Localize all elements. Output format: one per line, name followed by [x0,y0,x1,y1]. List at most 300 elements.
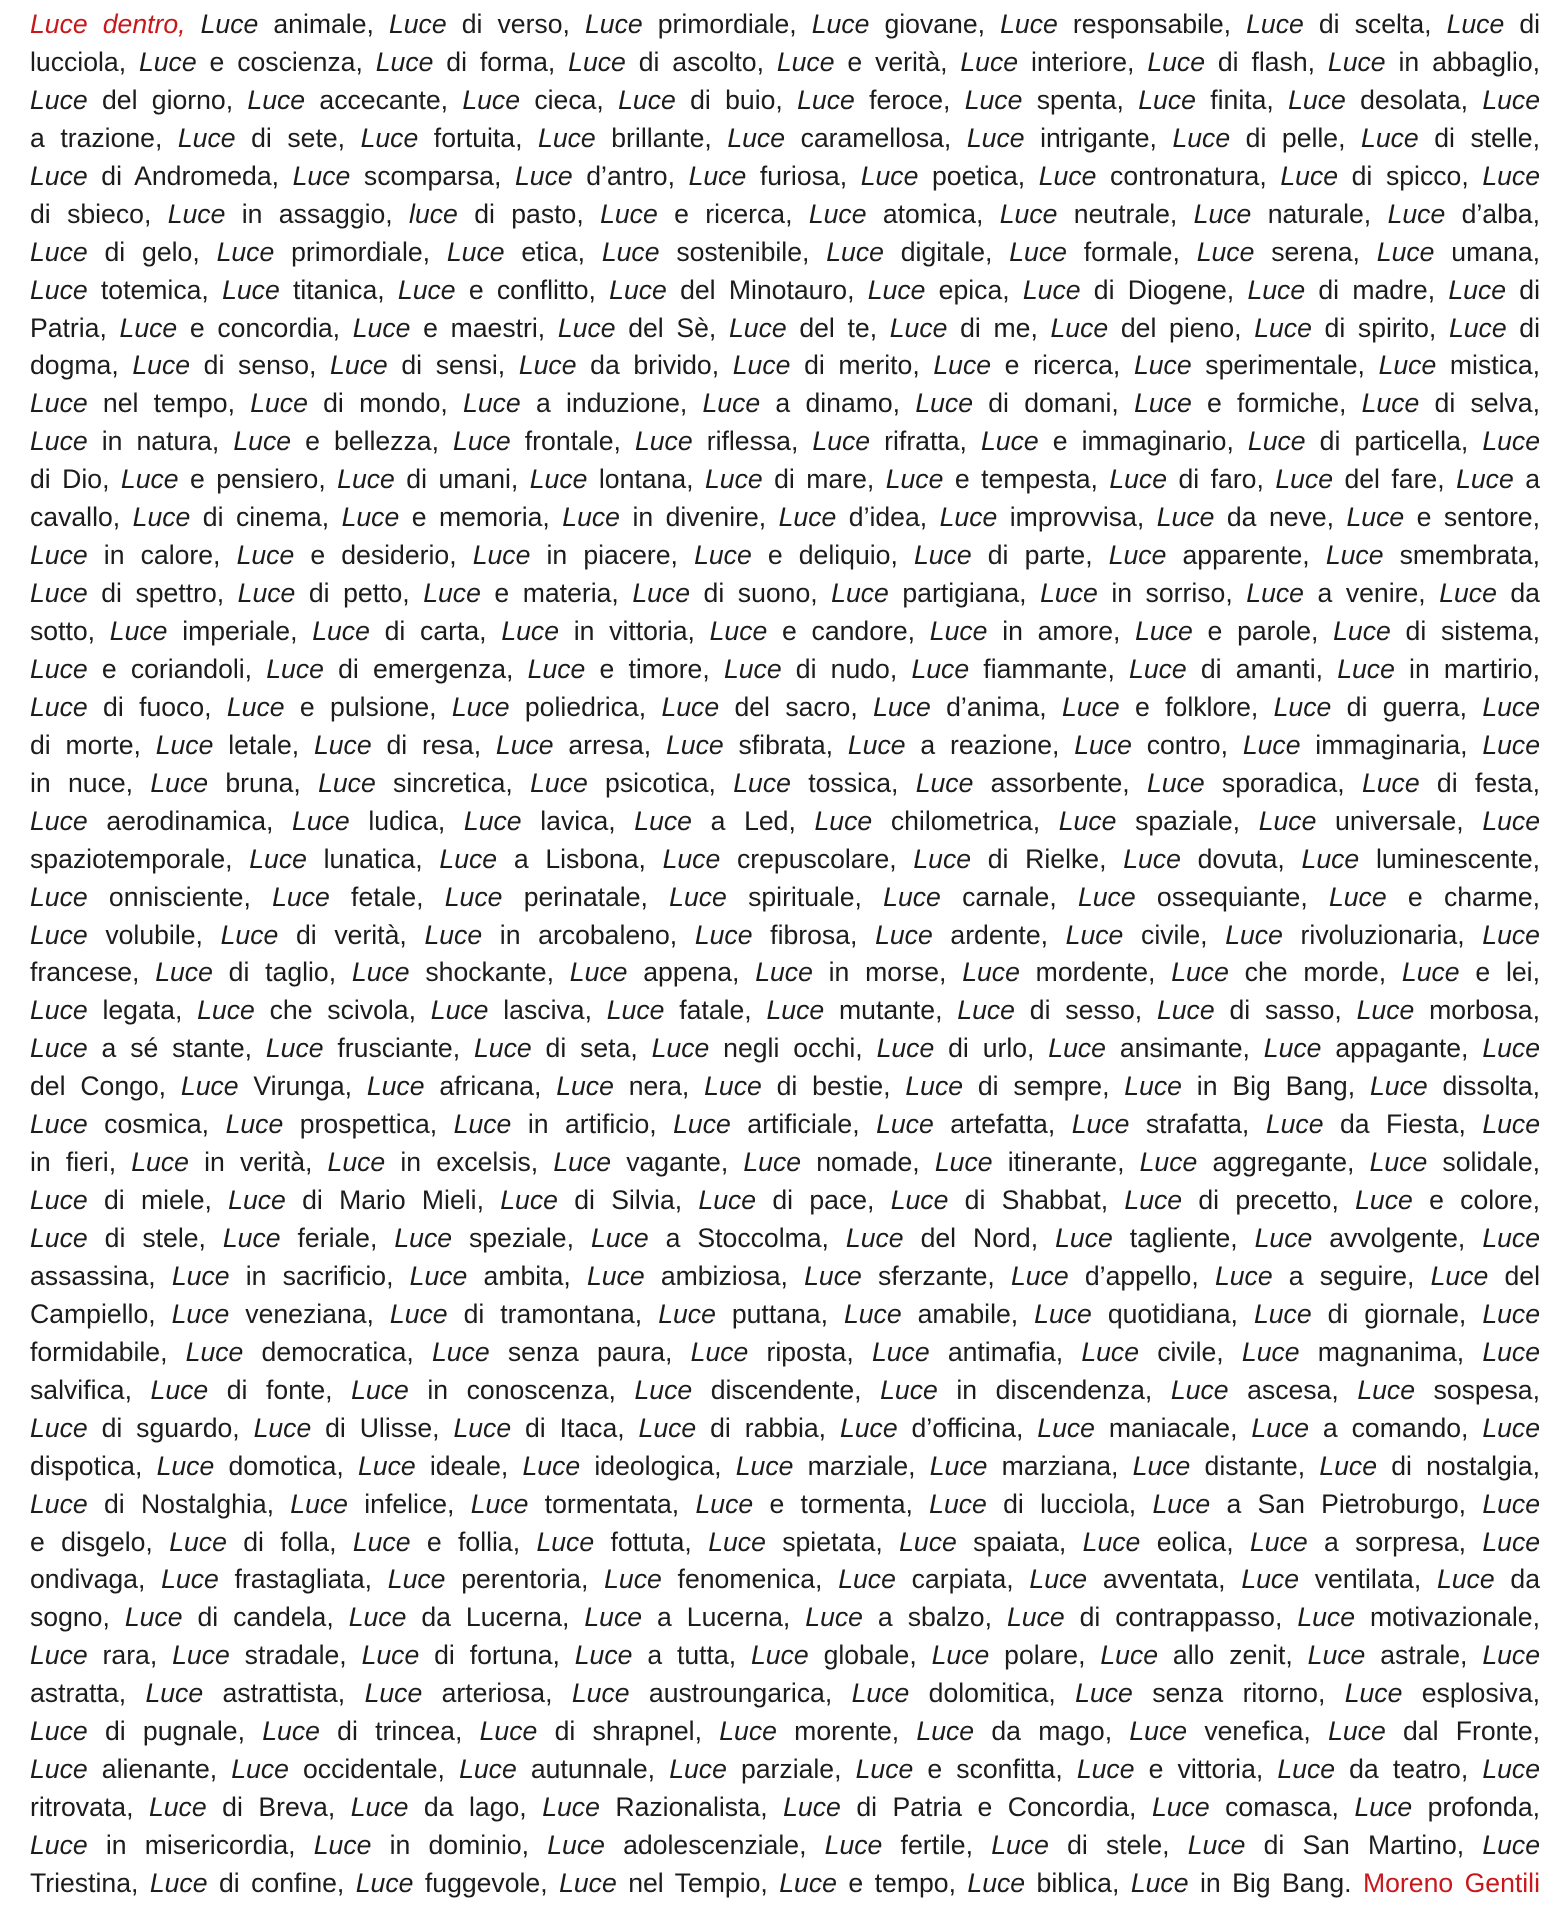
luce-word: Luce [30,1640,88,1671]
luce-word: Luce [185,1336,244,1367]
luce-word: Luce [30,578,88,609]
poem-line: Luce aerodinamica, Luce ludica, Luce lavica, Luce a Led, Luce chilometrica, Luce spaziale, Luce universale, Luce [30,805,1540,836]
luce-word: Luce [1249,1526,1308,1557]
luce-word: Luce [934,1147,993,1178]
luce-word: Luce [1247,426,1306,457]
luce-word: Luce [1378,350,1437,381]
luce-word: Luce [776,46,835,77]
luce-word: Luce [1076,1754,1135,1785]
luce-word: Luce [1132,1450,1191,1481]
luce-word: Luce [704,1071,762,1102]
luce-word: Luce [1254,1223,1313,1253]
luce-word: Luce [673,1109,731,1140]
luce-word: Luce [236,540,295,571]
poem-line: Luce cosmica, Luce prospettica, Luce in artificio, Luce artificiale, Luce artefatta, Luce strafatta, Luce da Fiesta, Luce [30,1109,1540,1140]
luce-word: Luce [327,1147,386,1178]
luce-word: Luce [1146,767,1205,798]
luce-word: Luce [1130,1867,1189,1898]
luce-word: Luce [708,1526,766,1557]
luce-word: Luce [962,957,1020,988]
luce-word: Luce [855,1754,914,1785]
poem-line: lucciola, Luce e coscienza, Luce di forma, Luce di ascolto, Luce e verità, Luce interiore, Luce di flash, Luce in abbaglio, [30,46,1541,77]
luce-word: Luce [766,995,825,1026]
luce-word: Luce [1034,1298,1092,1329]
luce-word: Luce [1009,236,1067,267]
poem-line: assassina, Luce in sacrificio, Luce ambita, Luce ambiziosa, Luce sferzante, Luce d’appello, Luce a seguire, Luce del [30,1260,1540,1291]
luce-word: Luce [719,1716,777,1747]
poem-line: Patria, Luce e concordia, Luce e maestri, Luce del Sè, Luce del te, Luce di me, Luce del pieno, Luce di spirito, Luce di [30,312,1540,343]
luce-word: Luce [871,1336,930,1367]
luce-word: Luce [522,1450,581,1481]
luce-word: Luce [905,1071,964,1102]
luce-word: Luce [222,274,280,305]
luce-word: Luce [1482,160,1541,191]
luce-word: Luce [30,236,88,267]
luce-word: Luce [966,122,1025,153]
luce-word: Luce [915,767,974,798]
luce-word: Luce [929,1450,988,1481]
luce-word: Luce [999,198,1058,229]
luce-word: Luce [732,350,791,381]
luce-word: Luce [556,1071,614,1102]
luce-word: Luce [1333,616,1391,646]
luce-word: Luce [1152,1488,1211,1519]
luce-word: Luce [355,1867,414,1898]
poem-line: Luce alienante, Luce occidentale, Luce autunnale, Luce parziale, Luce e sconfitta, Luce e vittoria, Luce da teatro, Luce [30,1754,1541,1785]
luce-word: Luce [1022,274,1081,305]
luce-word: Luce [30,881,88,912]
luce-word: Luce [514,160,573,191]
luce-word: Luce [180,1071,239,1102]
luce-word: Luce [1482,1640,1540,1671]
luce-word: Luce [600,198,658,229]
luce-word: Luce [1325,540,1384,571]
luce-word: Luce [929,1488,987,1519]
luce-word: Luce [1151,1792,1210,1823]
luce-word: Luce [1242,729,1301,760]
poem-line: Luce di Andromeda, Luce scomparsa, Luce d’antro, Luce furiosa, Luce poetica, Luce contronatura, Luce di spicco, Luce [30,160,1541,191]
poem-line: in fieri, Luce in verità, Luce in excelsis, Luce vagante, Luce nomade, Luce itinerante, Luce aggregante, Luce solidale, [30,1147,1540,1178]
poem-line: Luce onnisciente, Luce fetale, Luce perinatale, Luce spirituale, Luce carnale, Luce ossequiante, Luce e charme, [30,881,1541,912]
luce-word: Luce [873,691,931,722]
luce-word: Luce [1482,805,1540,836]
luce-word: Luce [472,540,531,571]
luce-word: Luce [1246,578,1304,609]
luce-word: Luce [1133,350,1192,381]
luce-word: Luce [1071,1109,1130,1140]
luce-word: Luce [669,1754,727,1785]
luce-word: Luce [860,160,919,191]
luce-word: Luce [960,46,1019,77]
luce-word: Luce [220,919,279,950]
luce-word: Luce [1482,1033,1540,1064]
author-signature: Moreno Gentili [1362,1867,1540,1898]
luce-word: Luce [702,388,761,419]
luce-word: Luce [155,957,213,988]
luce-word: Luce [1482,1830,1541,1860]
luce-word: Luce [313,729,372,760]
luce-word: Luce [225,1109,284,1140]
luce-word: Luce [430,995,489,1026]
luce-word: Luce [1147,46,1205,77]
luce-word: Luce [1124,1071,1182,1102]
poem-line: salvifica, Luce di fonte, Luce in conoscenza, Luce discendente, Luce in discendenza, Luce ascesa, Luce sospesa, [30,1374,1540,1405]
luce-word: Luce [755,957,813,988]
poem-line: Luce di Nostalghia, Luce infelice, Luce tormentata, Luce e tormenta, Luce di lucciola, Luce a San Pietroburgo, Luce [30,1488,1540,1519]
luce-word: Luce [1356,995,1415,1026]
luce-word: Luce [30,274,88,305]
luce-word: Luce [1482,729,1541,760]
poem-line: Luce di gelo, Luce primordiale, Luce etica, Luce sostenibile, Luce digitale, Luce formale, Luce serena, Luce umana, [30,236,1541,267]
luce-word: Luce [547,1830,605,1860]
luce-word: Luce [30,388,88,419]
luce-word: Luce [1355,1185,1413,1216]
poem-line: Luce del giorno, Luce accecante, Luce cieca, Luce di buio, Luce feroce, Luce spenta, Luce finita, Luce desolata, Luce [30,84,1541,115]
poem-line: Campiello, Luce veneziana, Luce di tramontana, Luce puttana, Luce amabile, Luce quotidiana, Luce di giornale, Luce [30,1298,1540,1329]
luce-word: Luce [1263,1033,1322,1064]
luce-word: Luce [698,1185,757,1216]
luce-word: Luce [1156,995,1215,1026]
luce-word: Luce [1273,691,1332,722]
luce-word: Luce [634,426,693,457]
luce-word: Luce [138,46,197,77]
luce-word: Luce [463,805,522,836]
luce-word: Luce [728,312,787,343]
luce-word: Luce [124,1602,183,1633]
luce-word: Luce [290,1488,348,1519]
poem-line: Luce di stele, Luce feriale, Luce speziale, Luce a Stoccolma, Luce del Nord, Luce tagliente, Luce avvolgente, Luce [30,1223,1540,1253]
luce-word: Luce [361,1640,420,1671]
luce-word: Luce [1129,653,1187,684]
luce-word: Luce [453,1109,512,1140]
poem-line: Luce in calore, Luce e desiderio, Luce in piacere, Luce e deliquio, Luce di parte, Luce apparente, Luce smembrata, [30,540,1541,571]
luce-word: Luce [568,46,626,77]
luce-word: Luce [1482,691,1540,722]
luce-word: Luce [634,805,692,836]
luce-word: Luce [30,691,88,722]
luce-word: Luce [161,1564,219,1595]
luce-word: Luce [1000,9,1058,39]
luce-word: Luce [1075,1678,1133,1709]
luce-word: Luce [638,1412,697,1443]
poem-opening: Luce dentro, [30,9,186,39]
luce-word: Luce [851,1678,910,1709]
luce-word: luce [409,198,458,229]
poem-line: astratta, Luce astrattista, Luce arteriosa, Luce austroungarica, Luce dolomitica, Luce senza ritorno, Luce esplosiva, [30,1678,1541,1709]
luce-word: Luce [262,1716,320,1747]
luce-word: Luce [131,1147,189,1178]
luce-word: Luce [272,881,330,912]
luce-word: Luce [351,957,410,988]
luce-word: Luce [30,160,88,191]
luce-word: Luce [1254,312,1312,343]
luce-word: Luce [1482,1109,1540,1140]
poem-line: Luce dentro, Luce animale, Luce di verso, Luce primordiale, Luce giovane, Luce responsabile, Luce di scelta, Luce di [30,9,1541,39]
luce-word: Luce [226,691,285,722]
luce-word: Luce [1361,122,1419,153]
luce-word: Luce [358,1450,416,1481]
luce-word: Luce [845,1223,904,1253]
luce-word: Luce [388,9,447,39]
luce-word: Luce [30,1223,88,1253]
luce-word: Luce [890,1185,949,1216]
luce-word: Luce [156,1450,215,1481]
luce-word: Luce [634,1374,693,1405]
luce-word: Luce [1246,9,1304,39]
luce-word: Luce [1456,464,1514,495]
luce-word: Luce [751,1640,809,1671]
luce-word: Luce [30,805,88,836]
poem-line: Luce di spettro, Luce di petto, Luce e materia, Luce di suono, Luce partigiana, Luce in sorriso, Luce a venire, Luce da [30,578,1540,609]
luce-word: Luce [1482,1223,1540,1253]
luce-word: Luce [1037,1412,1095,1443]
luce-word: Luce [424,919,483,950]
luce-word: Luce [1369,1147,1428,1178]
luce-word: Luce [30,1830,88,1860]
luce-word: Luce [1301,843,1360,874]
luce-word: Luce [312,616,370,646]
luce-word: Luce [30,995,88,1026]
luce-word: Luce [30,426,88,457]
luce-word: Luce [1482,1754,1541,1785]
luce-word: Luce [1344,1678,1403,1709]
luce-word: Luce [375,46,434,77]
luce-word: Luce [1448,312,1507,343]
poem-line: Luce di pugnale, Luce di trincea, Luce di shrapnel, Luce morente, Luce da mago, Luce venefica, Luce dal Fronte, [30,1716,1541,1747]
luce-word: Luce [172,1640,230,1671]
luce-word: Luce [500,1185,558,1216]
luce-word: Luce [444,881,503,912]
luce-word: Luce [1265,1109,1324,1140]
luce-word: Luce [1354,1792,1413,1823]
luce-word: Luce [171,1260,230,1291]
poem-line: Luce in misericordia, Luce in dominio, Luce adolescenziale, Luce fertile, Luce di stele, Luce di San Martino, Luce [30,1830,1541,1860]
luce-word: Luce [337,464,395,495]
luce-word: Luce [120,464,179,495]
luce-word: Luce [30,1185,88,1216]
luce-word: Luce [237,578,296,609]
luce-word: Luce [939,502,998,533]
poem-line: Luce in natura, Luce e bellezza, Luce frontale, Luce riflessa, Luce rifratta, Luce e immaginario, Luce di particella, Luce [30,426,1541,457]
luce-word: Luce [889,312,948,343]
luce-word: Luce [351,1374,409,1405]
luce-word: Luce [665,729,724,760]
luce-word: Luce [216,236,275,267]
luce-word: Luce [1081,1336,1139,1367]
poem-line: Luce e coriandoli, Luce di emergenza, Luce e timore, Luce di nudo, Luce fiammante, Luce di amanti, Luce in martirio, [30,653,1540,684]
poem-line: Luce di fuoco, Luce e pulsione, Luce poliedrica, Luce del sacro, Luce d’anima, Luce e folklore, Luce di guerra, Luce [30,691,1540,722]
luce-word: Luce [473,1033,532,1064]
poem-line: formidabile, Luce democratica, Luce senza paura, Luce riposta, Luce antimafia, Luce civile, Luce magnanima, Luce [30,1336,1540,1367]
poem-line: Triestina, Luce di confine, Luce fuggevole, Luce nel Tempio, Luce e tempo, Luce biblica, Luce in Big Bang. Moreno Gentili [30,1867,1540,1898]
luce-word: Luce [409,1260,468,1291]
luce-word: Luce [1369,1071,1428,1102]
poem-line: e disgelo, Luce di folla, Luce e follia, Luce fottuta, Luce spietata, Luce spaiata, Luce eolica, Luce a sorpresa, Luce [30,1526,1541,1557]
luce-word: Luce [991,1830,1049,1860]
poem-line: Luce legata, Luce che scivola, Luce lasciva, Luce fatale, Luce mutante, Luce di sesso, Luce di sasso, Luce morbosa, [30,995,1540,1026]
luce-word: Luce [1109,464,1168,495]
luce-word: Luce [1074,729,1132,760]
luce-word: Luce [527,653,586,684]
luce-word: Luce [778,502,837,533]
luce-word: Luce [557,312,616,343]
luce-word: Luce [247,84,306,115]
poem-line: dogma, Luce di senso, Luce di sensi, Luce da brivido, Luce di merito, Luce e ricerca, Luce sperimentale, Luce mistica, [30,350,1541,381]
luce-word: Luce [233,426,292,457]
luce-word: Luce [911,653,970,684]
luce-word: Luce [867,274,926,305]
luce-word: Luce [432,1336,490,1367]
luce-word: Luce [318,767,376,798]
luce-word: Luce [1139,1147,1198,1178]
luce-word: Luce [30,919,88,950]
luce-word: Luce [743,1147,802,1178]
luce-word: Luce [812,426,871,457]
luce-word: Luce [30,540,88,571]
poem-line: francese, Luce di taglio, Luce shockante, Luce appena, Luce in morse, Luce mordente, Luce che morde, Luce e lei, [30,957,1540,988]
luce-word: Luce [885,464,944,495]
poem-line: ondivaga, Luce frastagliata, Luce perentoria, Luce fenomenica, Luce carpiata, Luce avventata, Luce ventilata, Luce da [30,1564,1540,1595]
luce-word: Luce [30,1109,88,1140]
luce-word: Luce [1123,843,1181,874]
luce-word: Luce [1077,881,1136,912]
luce-word: Luce [586,1260,645,1291]
poem-line: del Congo, Luce Virunga, Luce africana, Luce nera, Luce di bestie, Luce di sempre, Luce in Big Bang, Luce dissolta, [30,1071,1540,1102]
luce-word: Luce [1029,1564,1088,1595]
luce-word: Luce [839,1412,898,1443]
luce-word: Luce [1482,1488,1540,1519]
luce-word: Luce [1055,1223,1113,1253]
luce-word: Luce [1288,84,1346,115]
luce-word: Luce [783,1792,841,1823]
luce-word: Luce [167,198,226,229]
poem-line: Luce nel tempo, Luce di mondo, Luce a induzione, Luce a dinamo, Luce di domani, Luce e formiche, Luce di selva, [30,388,1540,419]
luce-word: Luce [389,1298,448,1329]
luce-word: Luce [931,1640,990,1671]
luce-word: Luce [704,464,763,495]
luce-word: Luce [1275,464,1333,495]
luce-word: Luce [197,995,255,1026]
luce-word: Luce [1482,1336,1540,1367]
luce-word: Luce [1011,1260,1069,1291]
luce-word: Luce [439,843,498,874]
luce-word: Luce [462,84,521,115]
luce-word: Luce [150,767,209,798]
luce-word: Luce [249,843,307,874]
poem-line: ritrovata, Luce di Breva, Luce da lago, Luce Razionalista, Luce di Patria e Concordia, Luce comasca, Luce profonda, [30,1792,1540,1823]
luce-word: Luce [814,805,873,836]
luce-word: Luce [148,1792,207,1823]
luce-word: Luce [957,995,1015,1026]
luce-word: Luce [1346,502,1405,533]
luce-word: Luce [735,1450,794,1481]
luce-word: Luce [590,1223,649,1253]
luce-word: Luce [574,1640,633,1671]
luce-word: Luce [651,1033,710,1064]
luce-word: Luce [1307,1640,1366,1671]
luce-word: Luce [501,616,559,646]
luce-word: Luce [811,9,870,39]
luce-word: Luce [584,9,643,39]
luce-word: Luce [341,502,400,533]
luce-word: Luce [571,1678,630,1709]
luce-word: Luce [899,1526,957,1557]
luce-word: Luce [451,691,510,722]
luce-word: Luce [1214,1260,1273,1291]
luce-word: Luce [30,84,88,115]
luce-word: Luce [1247,274,1306,305]
luce-word: Luce [423,578,481,609]
luce-word: Luce [360,122,419,153]
luce-word: Luce [1082,1526,1141,1557]
luce-word: Luce [266,653,324,684]
luce-word: Luce [1482,1526,1541,1557]
luce-word: Luce [150,1374,209,1405]
luce-word: Luce [529,464,588,495]
luce-word: Luce [880,1374,938,1405]
luce-word: Luce [1482,1412,1540,1443]
luce-word: Luce [831,578,889,609]
luce-word: Luce [352,312,411,343]
poem-line: a trazione, Luce di sete, Luce fortuita, Luce brillante, Luce caramellosa, Luce intrigante, Luce di pelle, Luce di stelle, [30,122,1540,153]
luce-word: Luce [1430,1260,1489,1291]
luce-word: Luce [1138,84,1196,115]
luce-word: Luce [1361,767,1420,798]
luce-word: Luce [933,350,992,381]
luce-word: Luce [1241,1564,1299,1595]
luce-word: Luce [470,1488,529,1519]
luce-word: Luce [695,1488,754,1519]
luce-word: Luce [453,426,511,457]
poem-line: cavallo, Luce di cinema, Luce e memoria, Luce in divenire, Luce d’idea, Luce improvvisa, Luce da neve, Luce e sentore, [30,502,1540,533]
luce-word: Luce [606,995,665,1026]
poem-line: spaziotemporale, Luce lunatica, Luce a Lisbona, Luce crepuscolare, Luce di Rielke, Luce dovuta, Luce luminescente, [30,843,1541,874]
luce-word: Luce [913,843,972,874]
luce-word: Luce [913,540,972,571]
poem-line: Luce a sé stante, Luce frusciante, Luce di seta, Luce negli occhi, Luce di urlo, Luce ansimante, Luce appagante, Luce [30,1033,1540,1064]
luce-word: Luce [1361,388,1420,419]
luce-word: Luce [366,1071,425,1102]
luce-word: Luce [459,1754,517,1785]
luce-word: Luce [1171,957,1229,988]
luce-word: Luce [348,1602,407,1633]
luce-word: Luce [292,805,350,836]
luce-word: Luce [542,1792,600,1823]
luce-word: Luce [313,1830,372,1860]
luce-word: Luce [601,236,660,267]
luce-word: Luce [228,1185,286,1216]
luce-word: Luce [1193,198,1252,229]
luce-word: Luce [727,122,786,153]
luce-word: Luce [1482,426,1541,457]
luce-word: Luce [929,616,988,646]
luce-word: Luce [797,84,855,115]
luce-word: Luce [604,1564,662,1595]
luce-word: Luce [1327,46,1386,77]
luce-word: Luce [1357,1374,1415,1405]
luce-word: Luce [30,1488,88,1519]
luce-word: Luce [1328,1716,1386,1747]
luce-word: Luce [723,653,782,684]
poem-line: dispotica, Luce domotica, Luce ideale, Luce ideologica, Luce marziale, Luce marziana, Luce distante, Luce di nostalgia, [30,1450,1540,1481]
luce-word: Luce [171,1298,230,1329]
luce-word: Luce [200,9,259,39]
luce-word: Luce [618,84,676,115]
luce-word: Luce [658,1298,716,1329]
luce-word: Luce [1058,805,1117,836]
luce-word: Luce [394,1223,453,1253]
luce-word: Luce [1124,1185,1183,1216]
